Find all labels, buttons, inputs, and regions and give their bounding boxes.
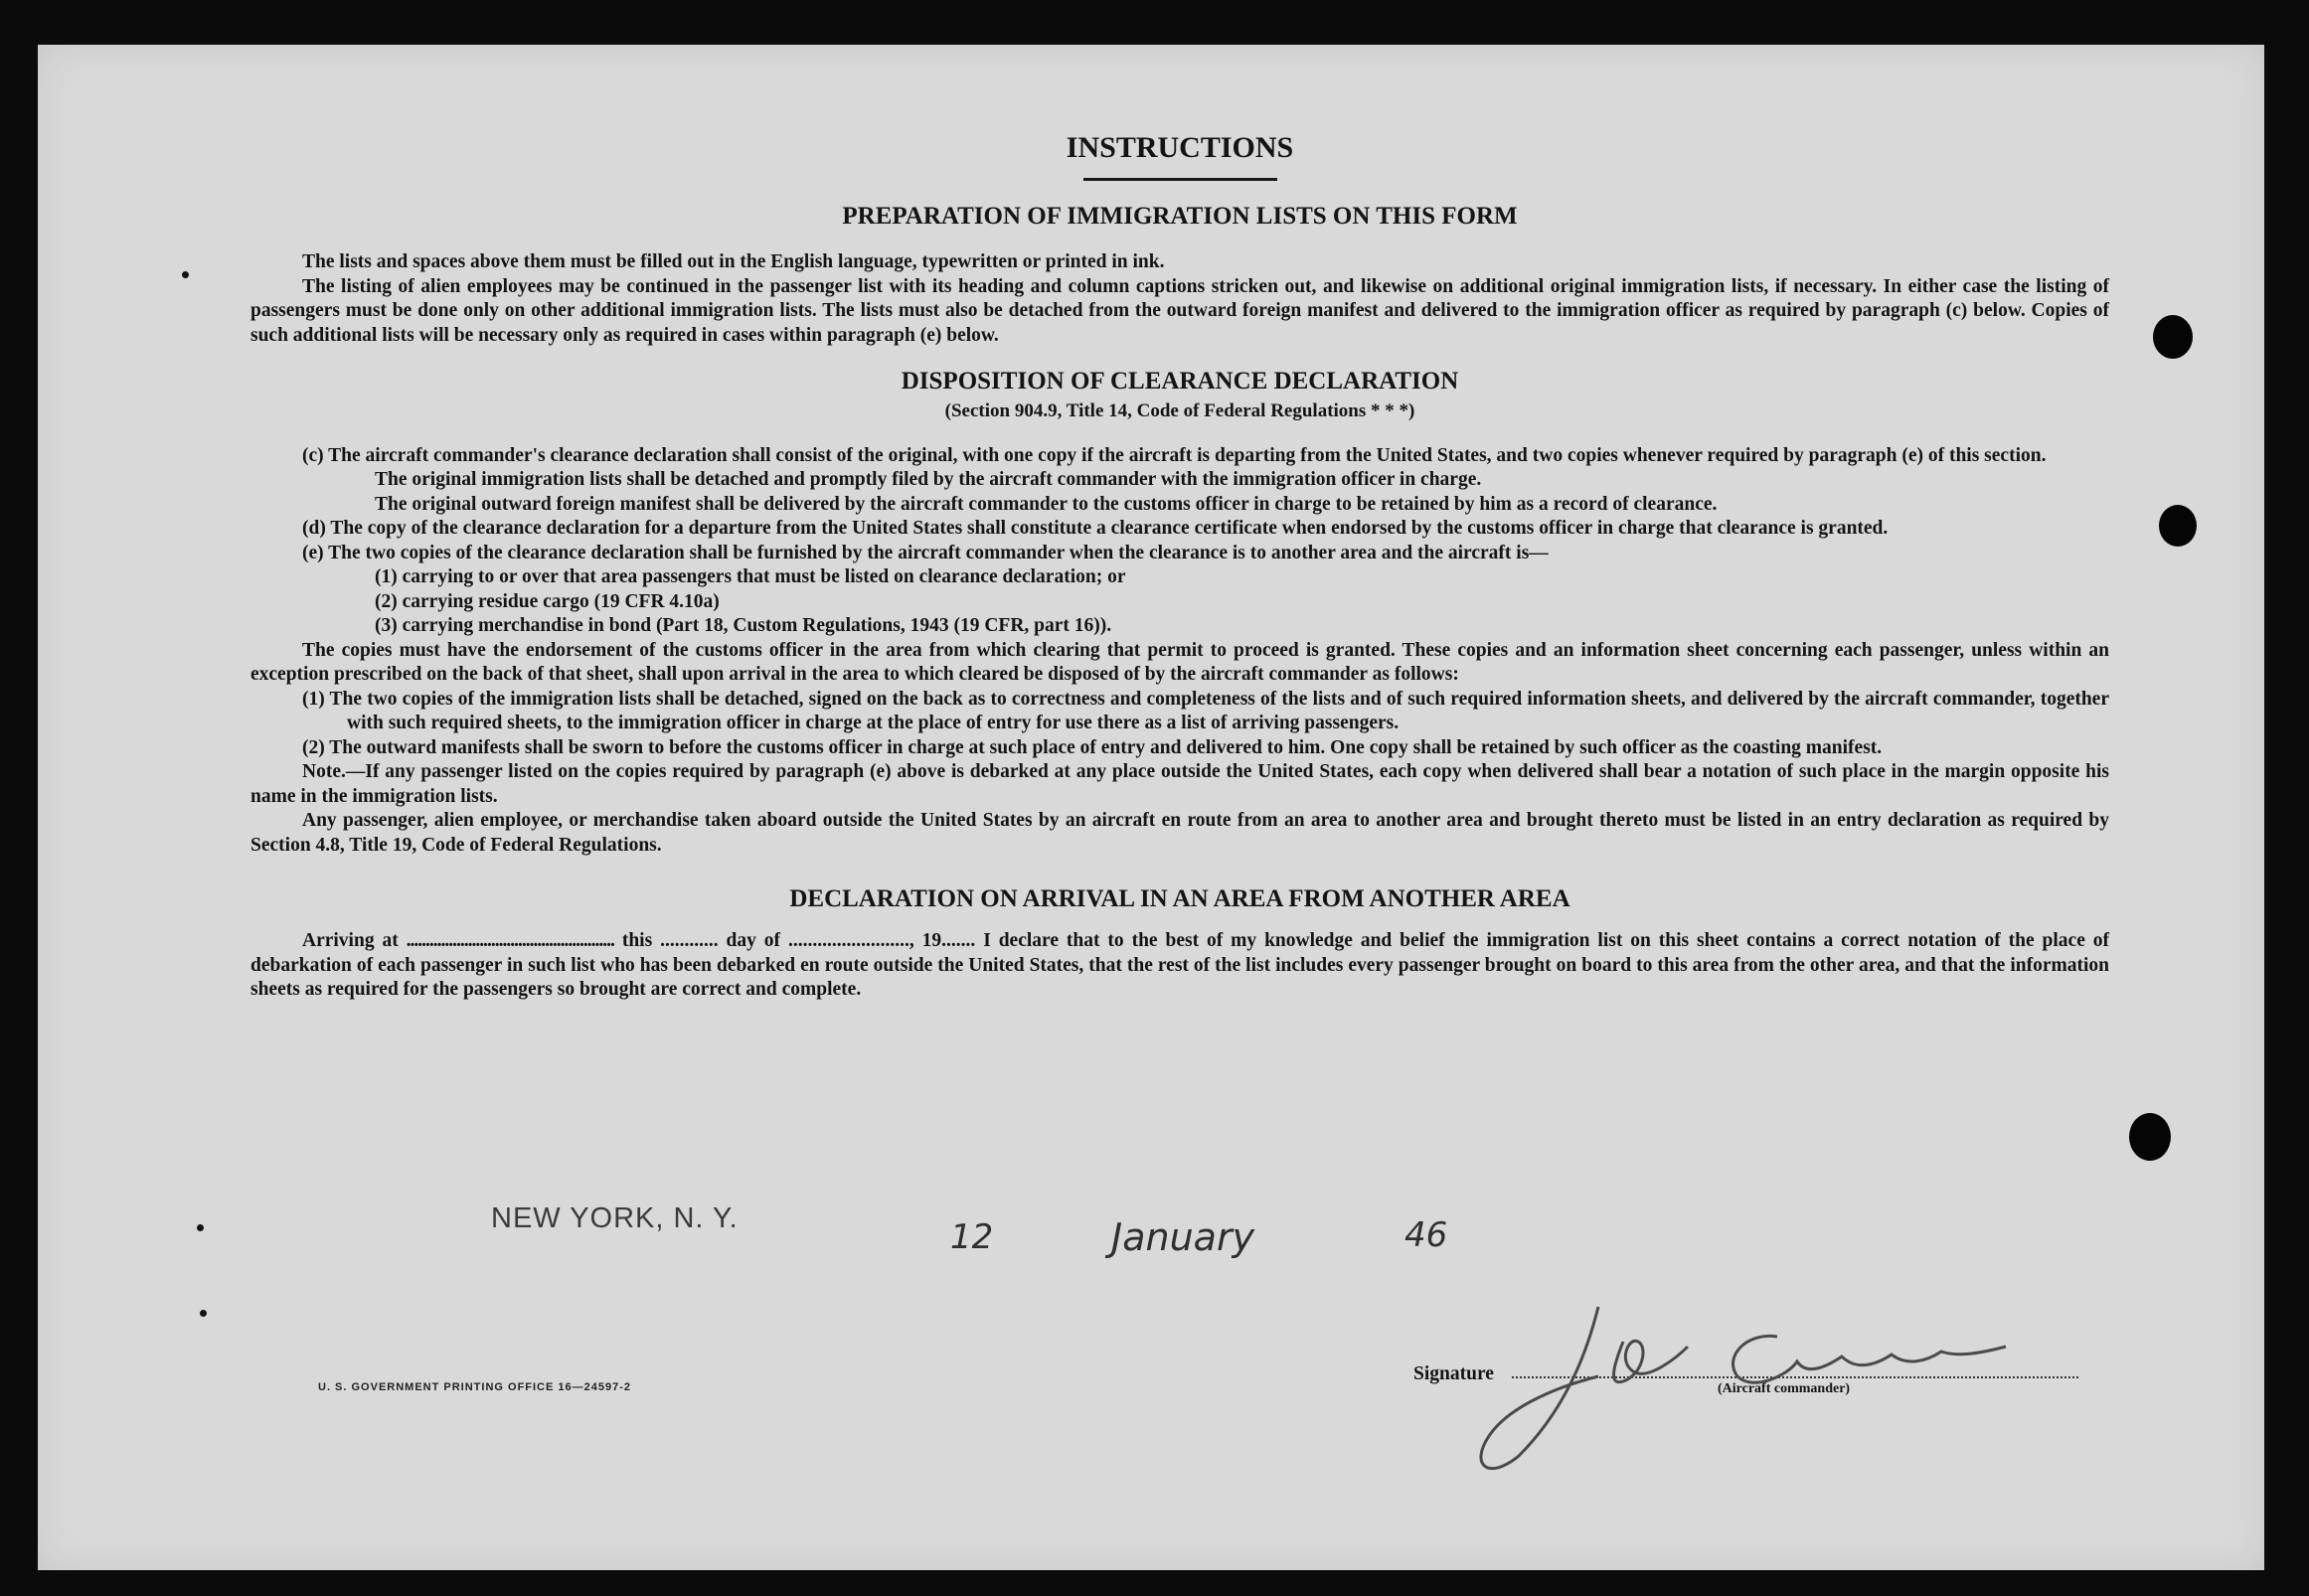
title-rule (1083, 178, 1277, 181)
month-blank: ......................... (787, 930, 909, 951)
paragraph-e1: (1) carrying to or over that area passengers that must be listed on clearance declaration; or (375, 566, 1126, 587)
day-of-label: day of (726, 930, 781, 951)
paragraph-e2: (2) carrying residue cargo (19 CFR 4.10a) (375, 590, 720, 612)
signature-label: Signature (1413, 1363, 1494, 1384)
section-heading-disposition: DISPOSITION OF CLEARANCE DECLARATION (901, 368, 1459, 395)
paragraph-e: (e) The two copies of the clearance declaration shall be furnished by the aircraft commander when the clearance is to another area and the aircraft is— (302, 542, 1549, 563)
speck (182, 271, 189, 278)
paragraph-e3: (3) carrying merchandise in bond (Part 18, Custom Regulations, 1943 (19 CFR, part 16)). (375, 615, 1112, 636)
section-citation: (Section 904.9, Title 14, Code of Federal Regulations * * *) (944, 400, 1415, 421)
section-heading-preparation: PREPARATION OF IMMIGRATION LISTS ON THIS FORM (842, 203, 1518, 230)
paragraph-c2: The original outward foreign manifest shall be delivered by the aircraft commander to the customs officer in charge to be retained by him as a record of clearance. (375, 493, 1718, 515)
paragraph-f1: (1) The two copies of the immigration lists shall be detached, signed on the back as to correctness and completeness of the lists and of such required information sheets, and delivered by the aircraft commander, together with such required sheets, to the immigration officer in charge at the place of entry for use there as a list of arriving passengers. (302, 688, 2109, 733)
paragraph-f2: (2) The outward manifests shall be sworn to before the customs officer in charge at such place of entry and delivered to him. One copy shall be retained by such officer as the coasting manifest. (302, 736, 1883, 758)
arrival-declaration: Arriving at ...................................................... this ............ day of ........................., 19....... I declare that to the best of my knowledge and belief the immigration list on this sheet contains a correct notation of the place of debarkation of each passenger in such list who has been debarked en route outside the United States, that the rest of the list includes every passenger brought on board to this area from the other area, and that the information sheets as required for the passengers so brought are correct and complete. (250, 930, 2110, 1000)
printer-imprint: U. S. GOVERNMENT PRINTING OFFICE 16—24597-2 (318, 1381, 632, 1393)
this-label: this (621, 930, 653, 951)
instructions-body (250, 128, 2109, 1003)
paragraph-c: (c) The aircraft commander's clearance declaration shall consist of the original, with one copy if the aircraft is departing from the United States, and two copies whenever required by paragraph (e) of this section. (302, 444, 2047, 466)
paragraph: The lists and spaces above them must be filled out in the English language, typewritten or printed in ink. (302, 251, 1165, 272)
document-page (38, 45, 2264, 1570)
year-blank: ....... (941, 930, 976, 951)
page-title: INSTRUCTIONS (1066, 131, 1294, 164)
speck (200, 1310, 207, 1317)
day-blank: ............ (660, 930, 719, 951)
speck (197, 1224, 204, 1231)
paragraph-note: Note.—If any passenger listed on the copies required by paragraph (e) above is debarked at any place outside the United States, each copy when delivered shall bear a notation of such place in the margin opposite his name in the immigration lists. (250, 761, 2109, 807)
punch-hole (2129, 1113, 2171, 1161)
paragraph-d: (d) The copy of the clearance declaration for a departure from the United States shall constitute a clearance certificate when endorsed by the customs officer in charge that clearance is granted. (302, 518, 1889, 539)
paragraph-copies: The copies must have the endorsement of the customs officer in the area from which clearing that permit to proceed is granted. These copies and an information sheet concerning each passenger, unless within an exception prescribed on the back of that sheet, shall upon arrival in the area to which cleared be disposed of by the aircraft commander as follows: (250, 639, 2109, 685)
handwritten-month: January (1111, 1215, 1255, 1259)
punch-hole (2159, 505, 2197, 547)
signature-caption: (Aircraft commander) (1718, 1381, 1851, 1396)
year-prefix: 19 (921, 930, 942, 951)
handwritten-year: 46 (1404, 1215, 1448, 1255)
declaration-text: I declare that to the best of my knowledge and belief the immigration list on this sheet contains a correct notation of the place of debarkation of each passenger in such list who has been debarked en route outside the United States, that the rest of the list includes every passenger brought on board to this area from the other area, and that the information sheets as required for the passengers so brought are correct and complete. (250, 930, 2110, 1000)
section-heading-arrival: DECLARATION ON ARRIVAL IN AN AREA FROM ANOTHER AREA (789, 885, 1570, 912)
punch-hole (2153, 315, 2193, 359)
arriving-label: Arriving at (302, 930, 399, 951)
handwritten-signature (1449, 1287, 2065, 1486)
handwritten-place: NEW YORK, N. Y. (491, 1202, 739, 1234)
paragraph-c1: The original immigration lists shall be detached and promptly filed by the aircraft commander with the immigration officer in charge. (375, 469, 1482, 490)
paragraph-any: Any passenger, alien employee, or merchandise taken aboard outside the United States by an aircraft en route from an area to another area and brought thereto must be listed in an entry declaration as required by Section 4.8, Title 19, Code of Federal Regulations. (250, 810, 2109, 856)
paragraph: The listing of alien employees may be continued in the passenger list with its heading and column captions stricken out, and likewise on additional original immigration lists, if necessary. In either case the listing of passengers must be done only on other additional immigration lists. The lists must also be detached from the outward foreign manifest and delivered to the immigration officer as required by paragraph (c) below. Copies of such additional lists will be necessary only as required in cases within paragraph (e) below. (250, 275, 2109, 346)
place-blank: ...................................................... (406, 930, 614, 951)
handwritten-day: 12 (950, 1217, 994, 1257)
